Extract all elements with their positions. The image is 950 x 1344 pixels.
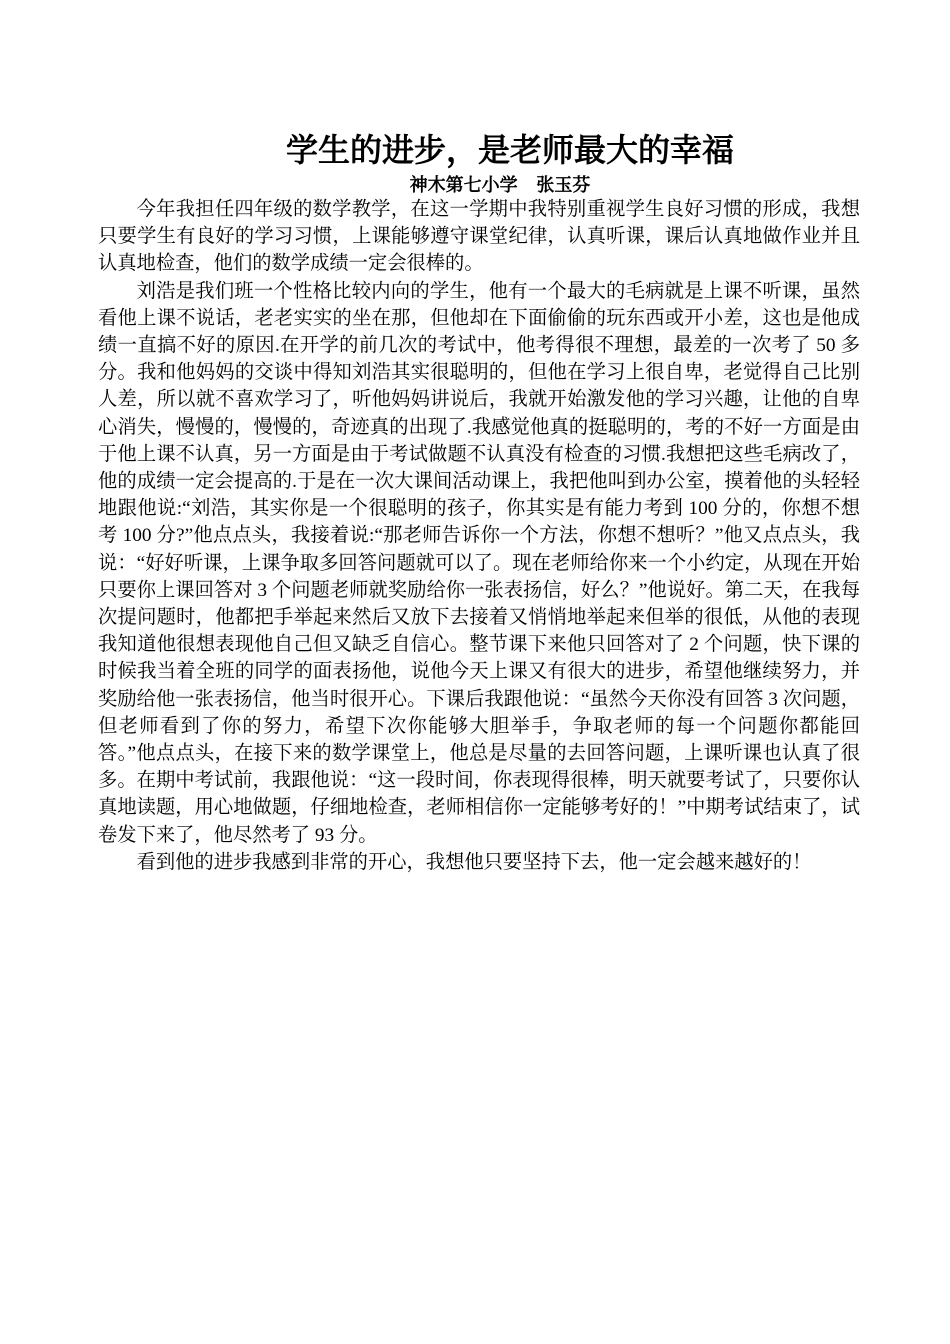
paragraph-3: 看到他的进步我感到非常的开心，我想他只要坚持下去，他一定会越来越好的！	[136, 851, 812, 873]
document-body	[98, 196, 860, 876]
paragraph-2: 刘浩是我们班一个性格比较内向的学生，他有一个最大的毛病就是上课不听课，虽然看他上课不说话，老老实实的坐在那，但他却在下面偷偷的玩东西或开小差，这也是他成绩一直搞不好的原因.在开学的前几次的考试中，他考得很不理想，最差的一次考了 50 多分。我和他妈妈的交谈中得知刘浩其实很聪明的，但他在学习上很自卑，老觉得自己比别人差，所以就不喜欢学习了，听他妈妈讲说后，我就开始激发他的学习兴趣，让他的自卑心消失，慢慢的，慢慢的，奇迹真的出现了.我感觉他真的挺聪明的，考的不好一方面是由于他上课不认真，另一方面是由于考试做题不认真没有检查的习惯.我想把这些毛病改了，他的成绩一定会提高的.于是在一次大课间活动课上，我把他叫到办公室，摸着他的头轻轻地跟他说:“刘浩，其实你是一个很聪明的孩子，你其实是有能力考到 100 分的，你想不想考 100 分?”他点点头，我接着说:“那老师告诉你一个方法，你想不想听？”他又点点头，我说：“好好听课，上课争取多回答问题就可以了。现在老师给你来一个小约定，从现在开始只要你上课回答对 3 个问题老师就奖励给你一张表扬信，好么？”他说好。第二天，在我每次提问题时，他都把手举起来然后又放下去接着又悄悄地举起来但举的很低，从他的表现我知道他很想表现他自己但又缺乏自信心。整节课下来他只回答对了 2 个问题，快下课的时候我当着全班的同学的面表扬他，说他今天上课又有很大的进步，希望他继续努力，并奖励给他一张表扬信，他当时很开心。下课后我跟他说：“虽然今天你没有回答 3 次问题，但老师看到了你的努力，希望下次你能够大胆举手，争取老师的每一个问题你都能回答。”他点点头，在接下来的数学课堂上，他总是尽量的去回答问题，上课听课也认真了很多。在期中考试前，我跟他说：“这一段时间，你表现得很棒，明天就要考试了，只要你认真地读题，用心地做题，仔细地检查，老师相信你一定能够考好的！”中期考试结束了，试卷发下来了，他尽然考了 93 分。	[98, 280, 860, 846]
paragraph-1: 今年我担任四年级的数学教学，在这一学期中我特别重视学生良好习惯的形成，我想只要学生有良好的学习习惯，上课能够遵守课堂纪律，认真听课，课后认真地做作业并且认真地检查，他们的数学成绩一定会很棒的。	[98, 199, 860, 275]
author-line: 神木第七小学 张玉芬	[409, 175, 591, 196]
document-title: 学生的进步，是老师最大的幸福	[285, 131, 734, 169]
